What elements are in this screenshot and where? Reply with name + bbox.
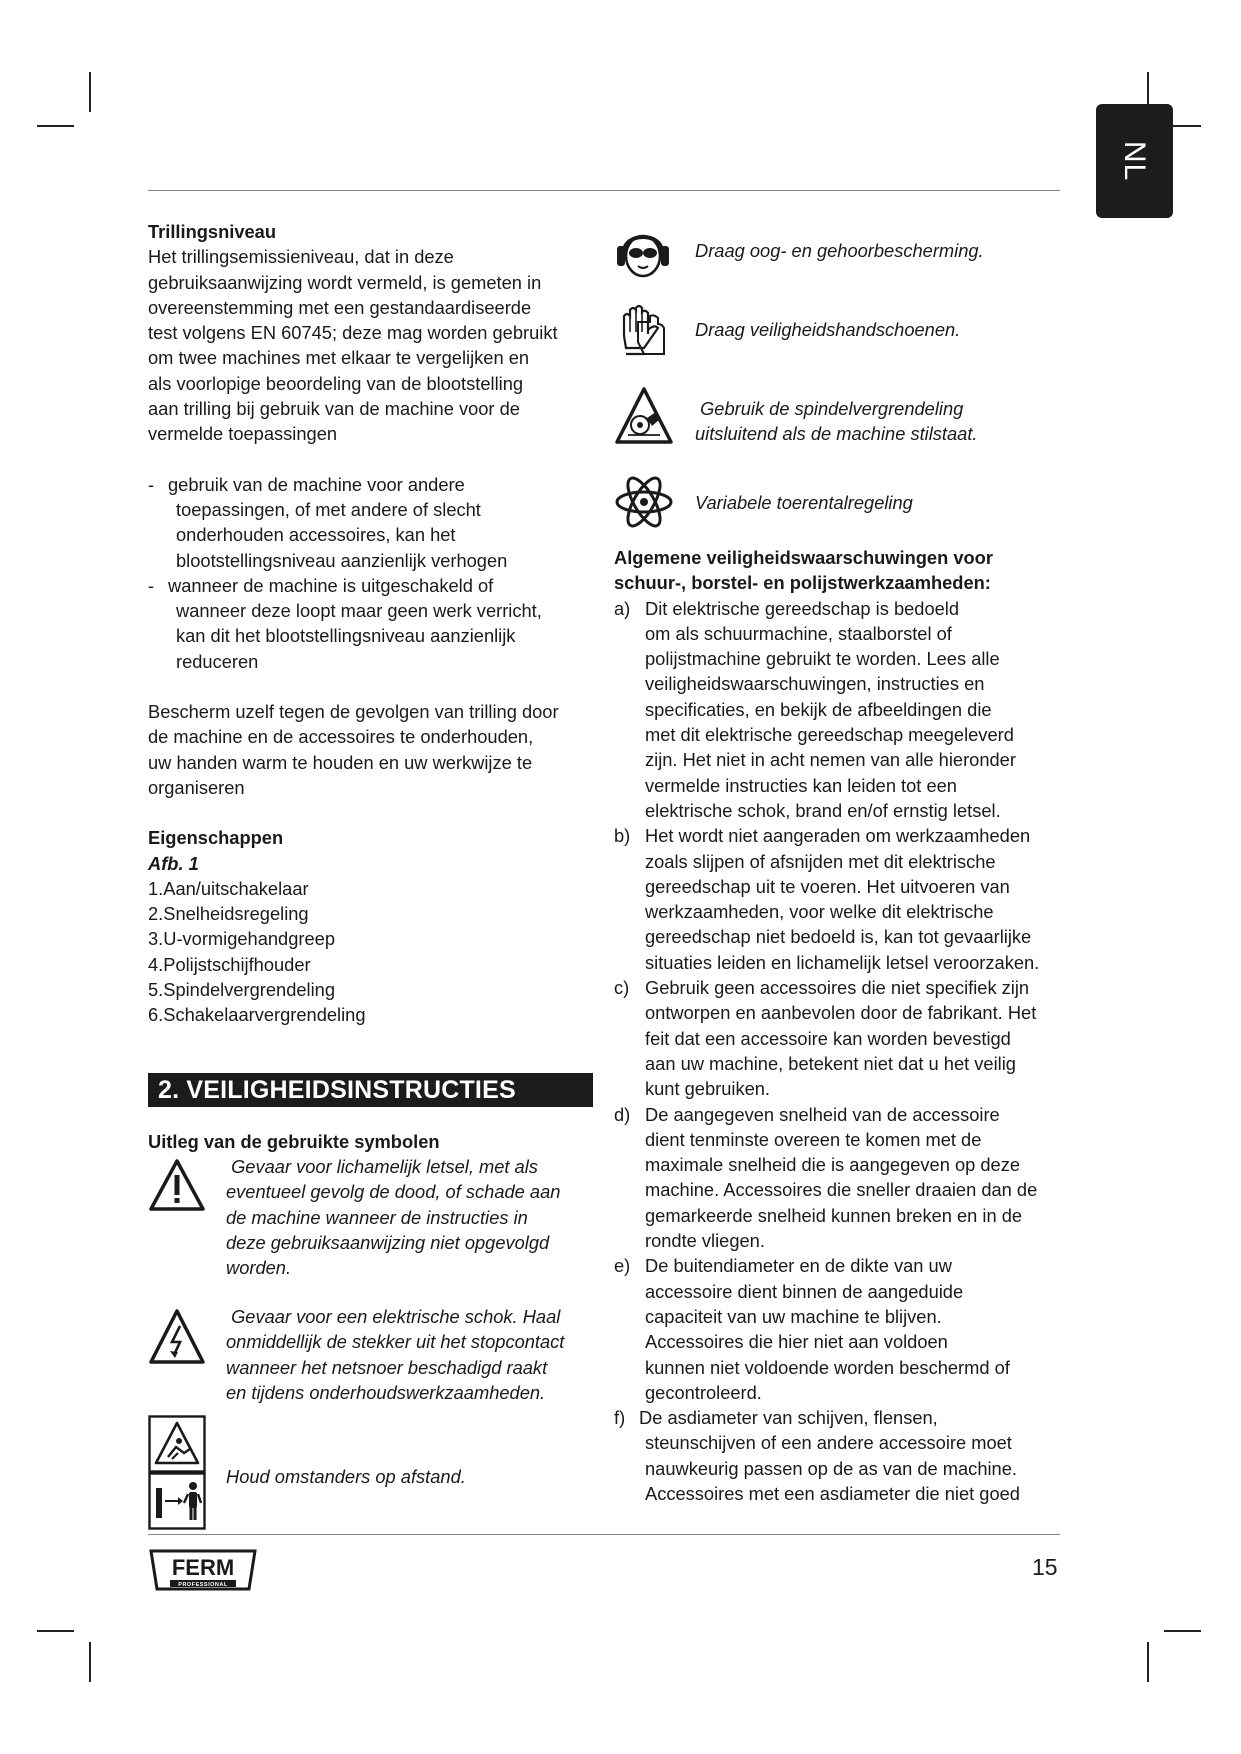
text-line: de machine en de accessoires te onderhouden, xyxy=(148,726,534,748)
symbol-row xyxy=(614,386,1064,456)
text-line: reduceren xyxy=(176,650,259,672)
logo-subtext: PROFESSIONAL xyxy=(178,1582,228,1588)
general-heading: schuur-, borstel- en polijstwerkzaamheden: xyxy=(614,572,991,594)
text-line: polijstmachine gebruikt te worden. Lees alle xyxy=(645,648,1000,670)
text-line: accessoire dient binnen de aangeduide xyxy=(645,1280,964,1302)
text-line: vermelde instructies kan leiden tot een xyxy=(645,774,957,796)
bullet-dash: - xyxy=(148,574,155,596)
keep-bystanders-away-icon xyxy=(148,1415,206,1531)
text-line: De aangegeven snelheid van de accessoire xyxy=(645,1103,1000,1125)
text-line: werkzaamheden, voor welke dit elektrische xyxy=(645,901,994,923)
text-line: feit dat een accessoire kan worden bevestigd xyxy=(645,1027,1011,1049)
list-item: 4.Polijstschijfhouder xyxy=(148,953,311,975)
crop-mark xyxy=(37,1630,74,1632)
text-line: onmiddellijk de stekker uit het stopcontact xyxy=(226,1331,565,1353)
symbols-heading: Uitleg van de gebruikte symbolen xyxy=(148,1130,440,1152)
text-line: veiligheidswaarschuwingen, instructies en xyxy=(645,673,985,695)
electric-shock-icon xyxy=(148,1308,206,1366)
spindle-lock-warning-icon xyxy=(614,386,674,446)
text-line: toepassingen, of met andere of slecht xyxy=(176,498,481,520)
text-line: De asdiameter van schijven, flensen, xyxy=(639,1407,938,1429)
crop-mark xyxy=(89,72,91,112)
text-line: situaties leiden en lichamelijk letsel veroorzaken. xyxy=(645,951,1040,973)
text-line: wanneer de machine is uitgeschakeld of xyxy=(168,574,494,596)
text-line: en tijdens onderhoudswerkzaamheden. xyxy=(226,1381,546,1403)
text-line: dient tenminste overeen te komen met de xyxy=(645,1128,982,1150)
crop-mark xyxy=(1147,1642,1149,1682)
text-line: organiseren xyxy=(148,776,245,798)
text-line: nauwkeurig passen op de as van de machine. xyxy=(645,1457,1017,1479)
text-line: worden. xyxy=(226,1257,292,1279)
list-item: 3.U-vormigehandgreep xyxy=(148,928,335,950)
text-line: wanneer deze loopt maar geen werk verricht, xyxy=(176,600,542,622)
text-line: De buitendiameter en de dikte van uw xyxy=(645,1255,952,1277)
bullet-dash: - xyxy=(148,473,155,495)
warning-triangle-icon xyxy=(148,1158,206,1212)
text-line: wanneer het netsnoer beschadigd raakt xyxy=(226,1356,548,1378)
text-line: gebruiksaanwijzing wordt vermeld, is gemeten in xyxy=(148,271,542,293)
list-item xyxy=(614,1253,1069,1405)
crop-mark xyxy=(37,125,74,127)
text-line: met dit elektrische gereedschap meegeleverd xyxy=(645,724,1014,746)
text-line: om twee machines met elkaar te vergelijken en xyxy=(148,347,530,369)
text-line: Het wordt niet aangeraden om werkzaamheden xyxy=(645,825,1031,847)
text-line: deze gebruiksaanwijzing niet opgevolgd xyxy=(226,1231,550,1253)
list-item xyxy=(614,1405,1069,1506)
protect-paragraph xyxy=(148,699,598,800)
footer-rule xyxy=(148,1534,1060,1535)
symbol-label: Draag veiligheidshandschoenen. xyxy=(695,319,961,340)
symbol-row xyxy=(614,474,1064,534)
list-item: 2.Snelheidsregeling xyxy=(148,903,309,925)
text-line: rondte vliegen. xyxy=(645,1230,765,1252)
features-heading: Eigenschappen xyxy=(148,827,284,849)
bullet-item xyxy=(148,573,598,674)
text-line: machine. Accessoires die sneller draaien dan de xyxy=(645,1179,1038,1201)
crop-mark xyxy=(89,1642,91,1682)
header-rule xyxy=(148,190,1060,191)
general-heading: Algemene veiligheidswaarschuwingen voor xyxy=(614,547,993,568)
symbol-row xyxy=(614,222,1064,282)
text-line: Bescherm uzelf tegen de gevolgen van trilling door xyxy=(148,701,559,723)
text-line: kunnen niet voldoende worden beschermd of xyxy=(645,1356,1010,1378)
section-title: 2. VEILIGHEIDSINSTRUCTIES xyxy=(148,1073,593,1107)
text-line: overeenstemming met een gestandaardiseerde xyxy=(148,296,532,318)
list-marker: e) xyxy=(614,1255,631,1277)
language-tab xyxy=(1096,104,1173,218)
text-line: capaciteit van uw machine te blijven. xyxy=(645,1305,942,1327)
text-line: eventueel gevolg de dood, of schade aan xyxy=(226,1181,561,1203)
features-list xyxy=(148,876,598,1028)
list-item xyxy=(614,1102,1069,1254)
symbol-row xyxy=(148,1415,598,1533)
list-marker: f) xyxy=(614,1407,626,1429)
text-line: Accessoires die hier niet aan voldoen xyxy=(645,1331,948,1353)
crop-mark xyxy=(1164,1630,1201,1632)
text-line: vermelde toepassingen xyxy=(148,423,338,445)
symbol-label: uitsluitend als de machine stilstaat. xyxy=(695,423,978,444)
text-line: de machine wanneer de instructies in xyxy=(226,1206,528,1228)
text-line: specificaties, en bekijk de afbeeldingen die xyxy=(645,698,992,720)
text-line: onderhouden accessoires, kan het xyxy=(176,524,456,546)
left-column xyxy=(148,219,598,1533)
text-line: Gevaar voor lichamelijk letsel, met als xyxy=(226,1155,538,1177)
text-line: kan dit het blootstellingsniveau aanzienlijk xyxy=(176,625,516,647)
symbol-row xyxy=(148,1154,598,1304)
vibration-body xyxy=(148,244,598,446)
text-line: Gebruik geen accessoires die niet specifiek zijn xyxy=(645,977,1030,999)
symbol-label: Gebruik de spindelvergrendeling xyxy=(695,398,964,419)
text-line: aan uw machine, betekent niet dat u het veilig xyxy=(645,1052,1016,1074)
symbol-label: Draag oog- en gehoorbescherming. xyxy=(695,240,984,261)
warnings-list xyxy=(614,596,1069,1507)
right-column xyxy=(614,545,1069,1506)
text-line: Het trillingsemissieniveau, dat in deze xyxy=(148,246,454,268)
symbol-row xyxy=(148,1304,598,1404)
bullet-item xyxy=(148,472,598,573)
eye-ear-protection-icon xyxy=(614,222,672,280)
text-line: uw handen warm te houden en uw werkwijze te xyxy=(148,751,533,773)
text-line: elektrische schok, brand en/of ernstig letsel. xyxy=(645,799,1001,821)
list-marker: d) xyxy=(614,1103,631,1125)
text-line: Accessoires met een asdiameter die niet goed xyxy=(645,1482,1020,1504)
ferm-logo xyxy=(148,1548,258,1592)
text-line: gereedschap niet bedoeld is, kan tot gevaarlijke xyxy=(645,926,1032,948)
list-marker: c) xyxy=(614,977,630,999)
text-line: Dit elektrische gereedschap is bedoeld xyxy=(645,597,960,619)
figure-ref: Afb. 1 xyxy=(148,852,199,874)
text-line: gemarkeerde snelheid kunnen breken en in de xyxy=(645,1204,1023,1226)
text-line: als voorlopige beoordeling van de blootstelling xyxy=(148,372,524,394)
text-line: aan trilling bij gebruik van de machine voor de xyxy=(148,398,520,420)
list-item xyxy=(614,596,1069,824)
text-line: ontworpen en aanbevolen door de fabrikant. Het xyxy=(645,1002,1037,1024)
symbol-label: Variabele toerentalregeling xyxy=(695,492,913,513)
list-item xyxy=(614,975,1069,1101)
text-line: gebruik van de machine voor andere xyxy=(168,473,465,495)
text-line: gereedschap uit te voeren. Het uitvoeren van xyxy=(645,875,1010,897)
text-line: gecontroleerd. xyxy=(645,1381,762,1403)
symbol-row xyxy=(614,302,1064,362)
safety-gloves-icon xyxy=(614,302,670,360)
list-marker: a) xyxy=(614,597,631,619)
list-item: 6.Schakelaarvergrendeling xyxy=(148,1004,366,1026)
text-line: test volgens EN 60745; deze mag worden gebruikt xyxy=(148,322,558,344)
text-line: om als schuurmachine, staalborstel of xyxy=(645,622,952,644)
text-line: kunt gebruiken. xyxy=(645,1078,771,1100)
text-line: Gevaar voor een elektrische schok. Haal xyxy=(226,1305,561,1327)
page-number: 15 xyxy=(1032,1554,1058,1580)
vibration-heading: Trillingsniveau xyxy=(148,221,277,242)
list-item: 1.Aan/uitschakelaar xyxy=(148,877,309,899)
text-line: zoals slijpen of afsnijden met dit elektrische xyxy=(645,850,996,872)
text-line: Houd omstanders op afstand. xyxy=(226,1465,466,1487)
variable-speed-icon xyxy=(614,474,674,530)
list-item xyxy=(614,823,1069,975)
list-item: 5.Spindelvergrendeling xyxy=(148,979,336,1001)
text-line: blootstellingsniveau aanzienlijk verhogen xyxy=(176,549,508,571)
logo-text: FERM xyxy=(171,1555,235,1580)
text-line: maximale snelheid die is aangegeven op deze xyxy=(645,1154,1021,1176)
text-line: zijn. Het niet in acht nemen van alle hieronder xyxy=(645,749,1016,771)
list-marker: b) xyxy=(614,825,631,847)
text-line: steunschijven of een andere accessoire moet xyxy=(645,1432,1012,1454)
language-code: NL xyxy=(1118,140,1152,182)
